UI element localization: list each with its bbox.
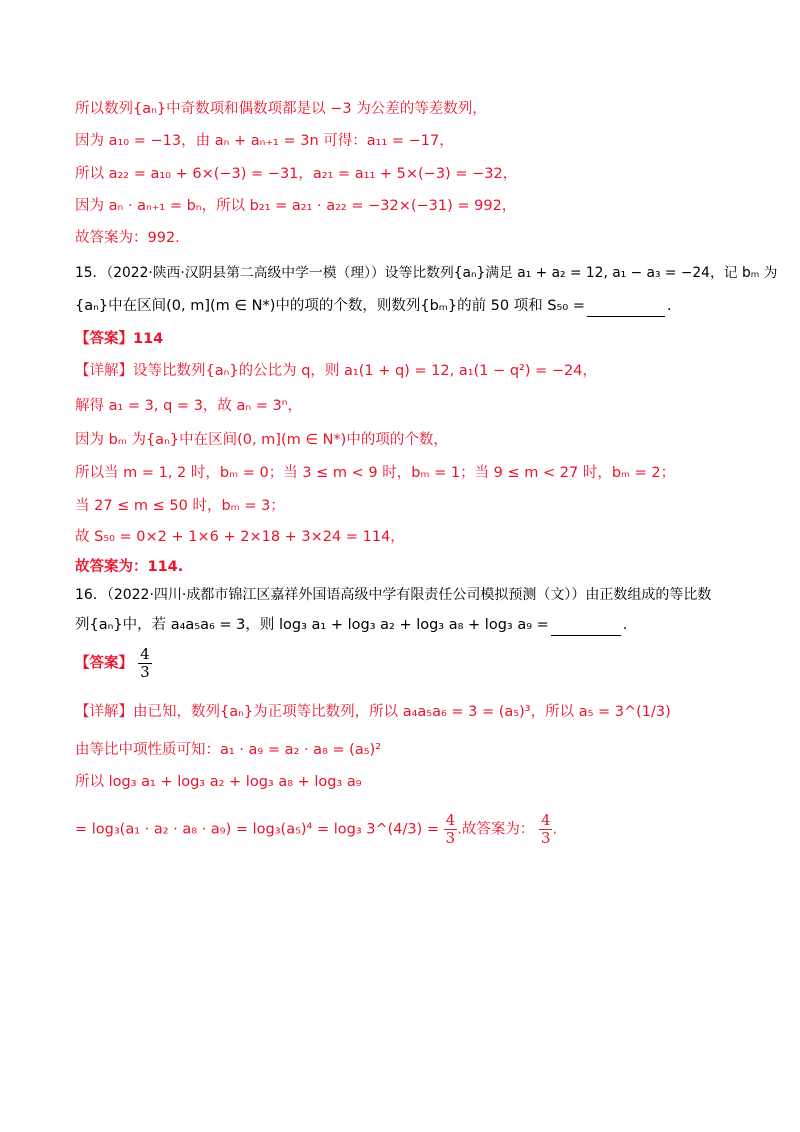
q15-stem-text: {aₙ}中在区间(0, m](m ∈ N*)中的项的个数，则数列{bₘ}的前 50 项和 S₅₀ = bbox=[75, 298, 585, 314]
q15-solution-3: 因为 bₘ 为{aₙ}中在区间(0, m](m ∈ N*)中的项的个数， bbox=[75, 432, 448, 448]
q15-period: . bbox=[666, 298, 672, 314]
prev-line-2: 因为 a₁₀ = −13，由 aₙ + aₙ₊₁ = 3n 可得：a₁₁ = −17， bbox=[75, 133, 454, 149]
q16-period: . bbox=[622, 617, 628, 633]
prev-line-1: 所以数列{aₙ}中奇数项和偶数项都是以 −3 为公差的等差数列， bbox=[75, 101, 487, 117]
q15-answer: 【答案】114 bbox=[75, 331, 164, 347]
q16-answer-fraction: $\frac{4}{3}$ bbox=[140, 645, 150, 681]
q16-solution-4-answer-fraction: $\frac{4}{3}$ bbox=[540, 811, 551, 847]
q16-answer-blank bbox=[551, 619, 621, 636]
q15-solution-5: 当 27 ≤ m ≤ 50 时，bₘ = 3； bbox=[75, 498, 285, 514]
prev-line-3: 所以 a₂₂ = a₁₀ + 6×(−3) = −31，a₂₁ = a₁₁ + 5×(−3) = −32， bbox=[75, 166, 518, 182]
q15-stem-line-2 bbox=[75, 295, 672, 317]
q16-answer bbox=[75, 646, 152, 681]
q15-solution-2: 解得 a₁ = 3, q = 3，故 aₙ = 3ⁿ， bbox=[75, 398, 303, 414]
q15-solution-6: 故 S₅₀ = 0×2 + 1×6 + 2×18 + 3×24 = 114， bbox=[75, 529, 405, 545]
q16-solution-4-period: . bbox=[552, 821, 558, 838]
q16-stem-text: 列{aₙ}中，若 a₄a₅a₆ = 3，则 log₃ a₁ + log₃ a₂ + log₃ a₈ + log₃ a₉ = bbox=[75, 617, 549, 633]
prev-line-5: 故答案为：992. bbox=[75, 230, 180, 246]
q16-solution-3: 所以 log₃ a₁ + log₃ a₂ + log₃ a₈ + log₃ a₉ bbox=[75, 774, 362, 790]
q15-answer-blank bbox=[587, 300, 665, 317]
q16-solution-4-expr: = log₃(a₁ · a₂ · a₈ · a₉) = log₃(a₅)⁴ = log₃ 3^(4/3) = bbox=[75, 821, 440, 838]
q15-solution-1: 【详解】设等比数列{aₙ}的公比为 q，则 a₁(1 + q) = 12, a₁(1 − q²) = −24， bbox=[75, 363, 597, 379]
q16-solution-4-tail: .故答案为： bbox=[457, 821, 535, 838]
q16-stem-line-2 bbox=[75, 614, 627, 636]
q15-solution-7: 故答案为：114. bbox=[75, 559, 184, 575]
q16-stem-line-1: 16．（2022·四川·成都市锦江区嘉祥外国语高级中学有限责任公司模拟预测（文））由正数组成的等比数 bbox=[75, 587, 712, 603]
q16-solution-2: 由等比中项性质可知：a₁ · a₉ = a₂ · a₈ = (a₅)² bbox=[75, 742, 382, 758]
q16-solution-4 bbox=[75, 812, 557, 847]
prev-line-4: 因为 aₙ · aₙ₊₁ = bₙ，所以 b₂₁ = a₂₁ · a₂₂ = −32×(−31) = 992， bbox=[75, 198, 517, 214]
q16-solution-1: 【详解】由已知，数列{aₙ}为正项等比数列，所以 a₄a₅a₆ = 3 = (a₅)³，所以 a₅ = 3^(1/3) bbox=[75, 704, 671, 720]
q16-answer-label: 【答案】 bbox=[75, 655, 133, 672]
q15-stem-line-1: 15．（2022·陕西·汉阴县第二高级中学一模（理））设等比数列{aₙ}满足 a₁ + a₂ = 12, a₁ − a₃ = −24，记 bₘ 为 bbox=[75, 265, 778, 281]
q16-solution-4-fraction: $\frac{4}{3}$ bbox=[445, 811, 456, 847]
q15-solution-4: 所以当 m = 1, 2 时，bₘ = 0；当 3 ≤ m < 9 时，bₘ = 1；当 9 ≤ m < 27 时，bₘ = 2； bbox=[75, 465, 676, 481]
